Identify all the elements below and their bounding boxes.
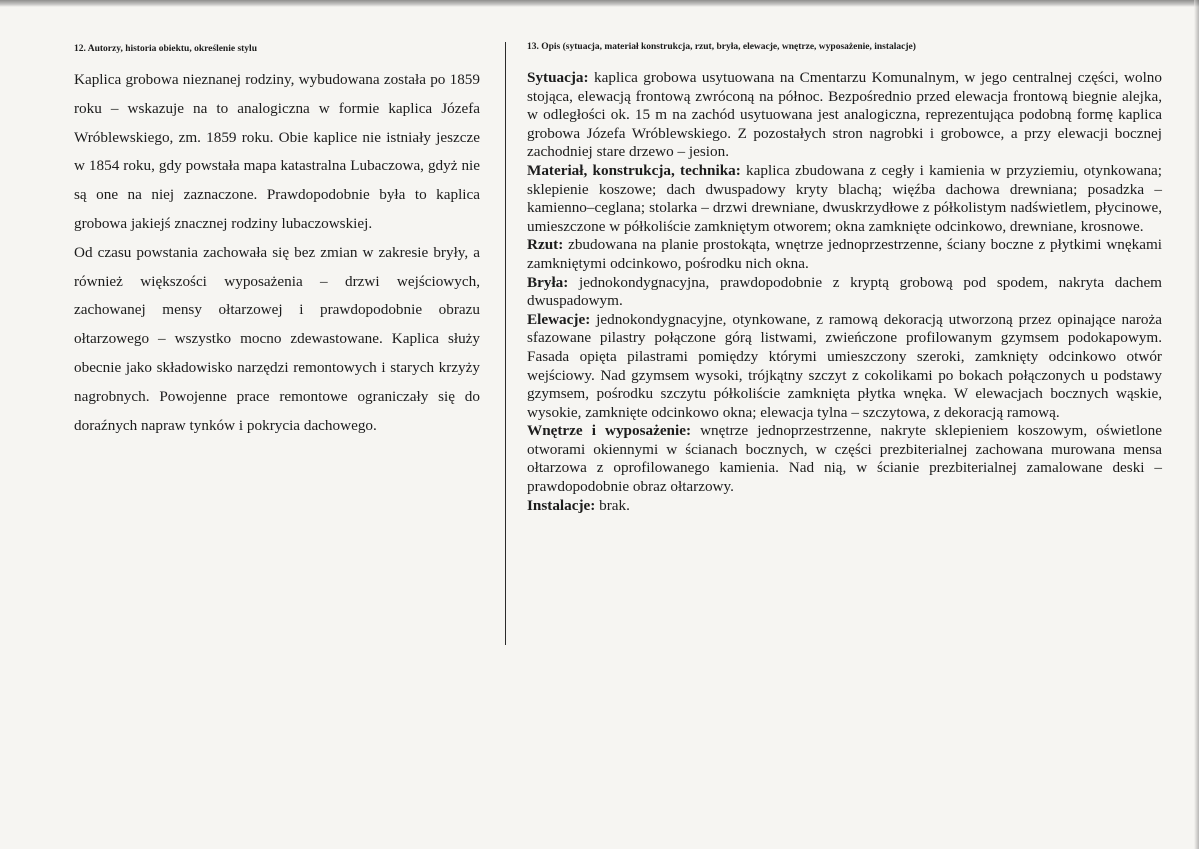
- section-label: Bryła:: [527, 273, 569, 291]
- section-text: brak.: [595, 496, 630, 514]
- history-paragraph-1: Kaplica grobowa nieznanej rodziny, wybudowana została po 1859 roku – wskazuje na to analogiczna w formie kaplica Józefa Wróblewskiego, zm. 1859 roku. Obie kaplice nie istniały jeszcze w 1854 roku, gdy powstała mapa katastralna Lubaczowa, gdyż nie są one na niej zaznaczone. Prawdopodobnie była to kaplica grobowa jakiejś znacznej rodziny lubaczowskiej.: [74, 71, 480, 232]
- section-rzut: [527, 236, 1162, 273]
- section-instalacje: [527, 497, 1162, 516]
- section-elewacje: [527, 311, 1162, 423]
- scan-top-edge: [0, 0, 1199, 7]
- section-sytuacja: [527, 69, 1162, 162]
- section-label: Wnętrze i wyposażenie:: [527, 422, 692, 440]
- column-divider: [505, 42, 506, 645]
- section-label: Sytuacja:: [527, 69, 589, 86]
- left-section-heading: 12. Autorzy, historia obiektu, określenie stylu: [74, 44, 257, 54]
- section-label: Elewacje:: [527, 310, 591, 328]
- section-text: jednokondygnacyjne, otynkowane, z ramową dekoracją utworzoną przez opinające naroża sfazowane pilastry połączone górą listwami, zwieńczone profilowanym gzymsem podokapowym. Fasada opięta pilastrami pomiędzy którymi umieszczony szeroki, zamknięty odcinkowo otwór wejściowy. Nad gzymsem wysoki, trójkątny szczyt z cokolikami po bokach połączonych u podstawy gzymsem, pośrodku szczytu półkoliście zamknięta płytka wnęka. W elewacjach bocznych wąskie, wysokie, zamknięte odcinkowo okna; elewacja tylna – szczytowa, z dekoracją ramową.: [527, 310, 1162, 421]
- section-label: Instalacje:: [527, 496, 596, 514]
- section-text: zbudowana na planie prostokąta, wnętrze jednoprzestrzenne, ściany boczne z płytkimi wnękami zamkniętymi odcinkowo, pośrodku nich okna.: [527, 236, 1162, 272]
- section-bryla: [527, 274, 1162, 311]
- section-wnetrze: [527, 422, 1162, 496]
- section-text: wnętrze jednoprzestrzenne, nakryte sklepieniem koszowym, oświetlone otworami okiennymi w ścianach bocznych, w części prezbiterialnej zachowana murowana mensa ołtarzowa z oprofilowanego kamienia. Nad nią, w ścianie prezbiterialnej zamalowane deski – prawdopodobnie obraz ołtarzowy.: [527, 422, 1162, 496]
- section-label: Materiał, konstrukcja, technika:: [527, 161, 741, 179]
- section-text: kaplica zbudowana z cegły i kamienia w przyziemiu, otynkowana; sklepienie koszowe; dach dwuspadowy kryty blachą; więźba dachowa drewniana; posadzka – kamienno–ceglana; stolarka – drzwi drewniane, dwuskrzydłowe z półkolistym nadświetlem, płycinowe, umieszczone w półkoliście zamkniętym otworem; okna zamknięte odcinkowo, drewniane, krosnowe.: [527, 161, 1162, 235]
- left-column: [74, 44, 480, 440]
- history-paragraph-2: Od czasu powstania zachowała się bez zmian w zakresie bryły, a również większości wyposażenia – drzwi wejściowych, zachowanej mensy ołtarzowej i prawdopodobnie obrazu ołtarzowego – wszystko mocno zdewastowane. Kaplica służy obecnie jako składowisko narzędzi remontowych i starych krzyży nagrobnych. Powojenne prace remontowe ograniczały się do doraźnych napraw tynków i pokrycia dachowego.: [74, 243, 480, 434]
- section-label: Rzut:: [527, 236, 564, 254]
- section-material: [527, 162, 1162, 236]
- right-column: [527, 42, 1162, 515]
- section-text: kaplica grobowa usytuowana na Cmentarzu Komunalnym, w jego centralnej części, wolno stojąca, elewacją frontową zwróconą na północ. Bezpośrednio przed elewacja frontową biegnie alejka, w odległości ok. 15 m na zachód usytuowana jest analogiczna, reprezentująca podobną formę kaplica grobowa Józefa Wróblewskiego. Z pozostałych stron nagrobki i grobowce, a przy elewacji bocznej zachodniej stare drzewo – jesion.: [527, 69, 1162, 161]
- right-section-heading: 13. Opis (sytuacja, materiał konstrukcja, rzut, bryła, elewacje, wnętrze, wyposażenie, instalacje): [527, 42, 916, 52]
- scan-right-edge: [1194, 0, 1199, 849]
- section-text: jednokondygnacyjna, prawdopodobnie z kryptą grobową pod spodem, nakryta dachem dwuspadowym.: [527, 273, 1162, 310]
